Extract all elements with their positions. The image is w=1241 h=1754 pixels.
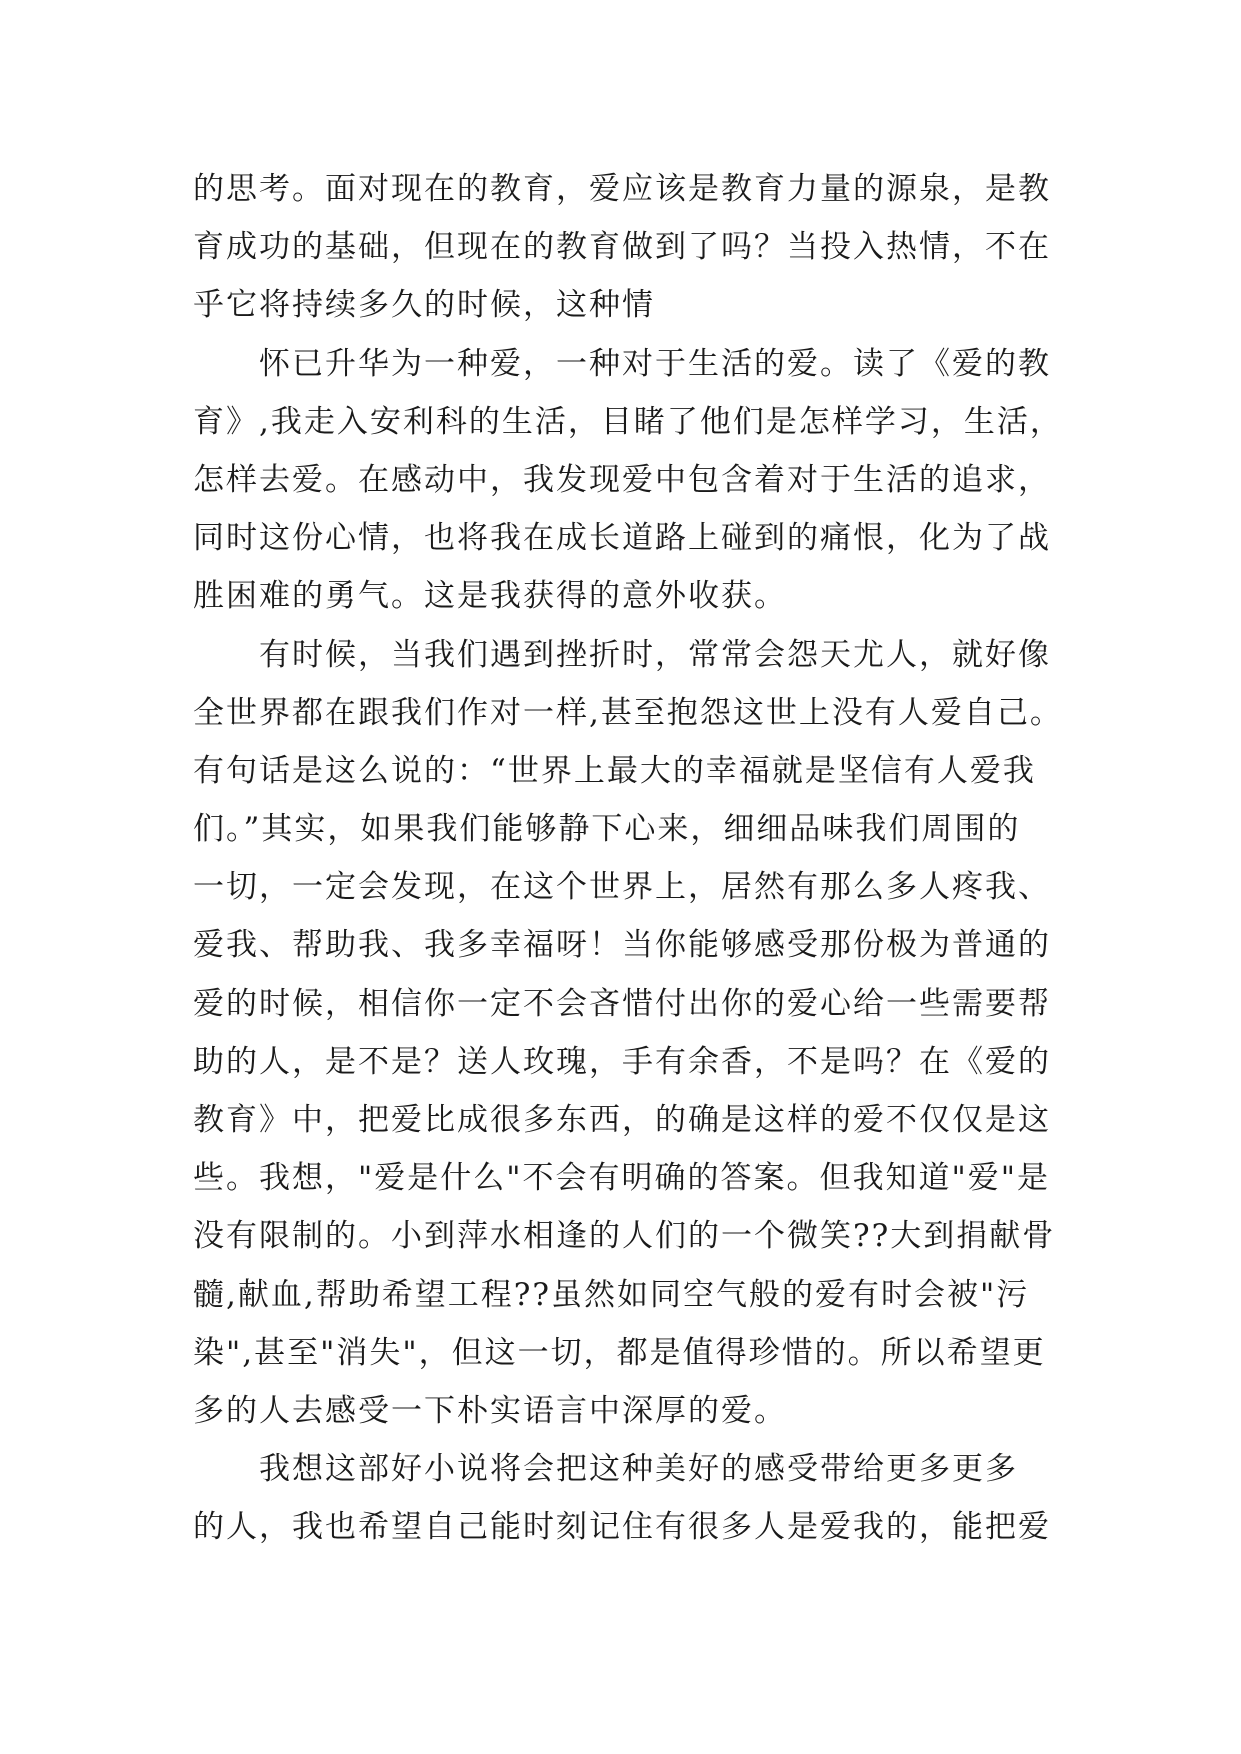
text-line: 些。我想，"爱是什么"不会有明确的答案。但我知道"爱"是 (193, 1160, 1051, 1197)
text-line: 乎它将持续多久的时候，这种情 (193, 287, 655, 324)
text-line: 同时这份心情，也将我在成长道路上碰到的痛恨，化为了战 (193, 520, 1051, 557)
text-line: 爱的时候，相信你一定不会吝惜付出你的爱心给一些需要帮 (193, 985, 1051, 1022)
text-line: 的思考。面对现在的教育，爱应该是教育力量的源泉，是教 (193, 171, 1051, 207)
text-line: 有句话是这么说的：“世界上最大的幸福就是坚信有人爱我 (193, 752, 1036, 789)
text-line: 的人，我也希望自己能时刻记住有很多人是爱我的，能把爱 (193, 1509, 1051, 1546)
text-line: 有时候，当我们遇到挫折时，常常会怨天尤人，就好像 (193, 636, 1051, 673)
text-line: 染",甚至"消失"，但这一切，都是值得珍惜的。所以希望更 (193, 1334, 1046, 1371)
text-line: 我想这部好小说将会把这种美好的感受带给更多更多 (193, 1451, 1018, 1488)
text-line: 髓,献血,帮助希望工程??虽然如同空气般的爱有时会被"污 (193, 1276, 1030, 1313)
text-line: 助的人，是不是？送人玫瑰，手有余香，不是吗？在《爱的 (193, 1043, 1051, 1080)
text-line: 没有限制的。小到萍水相逢的人们的一个微笑??大到捐献骨 (193, 1218, 1056, 1255)
text-line: 胜困难的勇气。这是我获得的意外收获。 (193, 578, 787, 615)
text-line: 怀已升华为一种爱，一种对于生活的爱。读了《爱的教 (193, 345, 1051, 382)
text-line: 育》,我走入安利科的生活，目睹了他们是怎样学习，生活， (193, 403, 1063, 440)
text-line: 一切，一定会发现，在这个世界上，居然有那么多人疼我、 (193, 869, 1051, 906)
text-line: 育成功的基础，但现在的教育做到了吗？当投入热情，不在 (193, 229, 1051, 266)
text-line: 们。”其实，如果我们能够静下心来，细细品味我们周围的 (193, 811, 1021, 848)
text-line: 怎样去爱。在感动中，我发现爱中包含着对于生活的追求， (193, 461, 1051, 498)
text-line: 爱我、帮助我、我多幸福呀！当你能够感受那份极为普通的 (193, 927, 1051, 964)
text-line: 多的人去感受一下朴实语言中深厚的爱。 (193, 1392, 787, 1429)
text-line: 全世界都在跟我们作对一样,甚至抱怨这世上没有人爱自己。 (193, 694, 1063, 731)
body-text (193, 160, 1063, 1557)
text-line: 教育》中，把爱比成很多东西，的确是这样的爱不仅仅是这 (193, 1102, 1051, 1138)
